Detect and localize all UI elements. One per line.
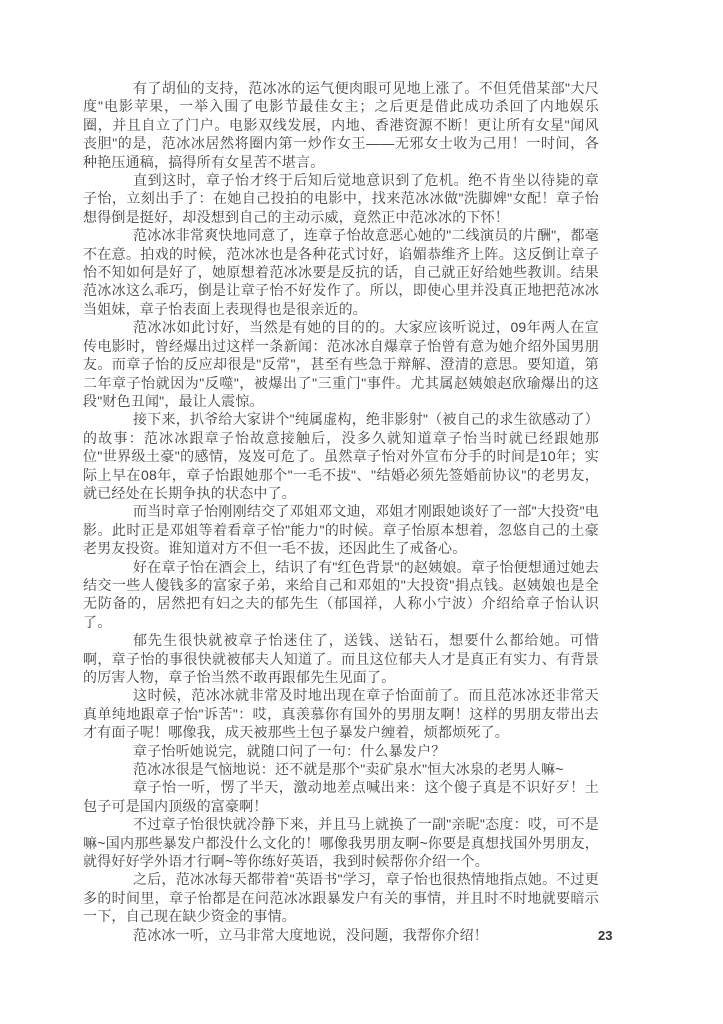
page-number: 23 bbox=[598, 928, 613, 943]
paragraph: 范冰冰很是气恼地说：还不就是那个"卖矿泉水"恒大冰泉的老男人嘛~ bbox=[133, 761, 564, 778]
paragraph: 章子怡听她说完，就随口问了一句：什么暴发户？ bbox=[133, 742, 446, 759]
paragraph: 有了胡仙的支持，范冰冰的运气便肉眼可见地上涨了。不但凭借某部"大尺度"电影苹果，一举入围了电影节最佳女主；之后更是借此成功杀回了内地娱乐圈，并且自立了门户。电影双线发展，内地、香港资源不断！更让所有女星"闻风丧胆"的是，范冰冰居然将圈内第一炒作女王——无邪女士收为己用！一时间，各种艳压通稿，搞得所有女星苦不堪言。 bbox=[83, 80, 599, 170]
paragraph: 好在章子怡在酒会上，结识了有"红色背景"的赵姨娘。章子怡便想通过她去结交一些人傻钱多的富家子弟，来给自己和邓姐的"大投资"捐点钱。赵姨娘也是全无防备的，居然把有妇之夫的郁先生（郁国祥，人称小宁波）介绍给章子怡认识了。 bbox=[83, 558, 599, 630]
paragraph: 直到这时，章子怡才终于后知后觉地意识到了危机。绝不肯坐以待毙的章子怡，立刻出手了：在她自己投拍的电影中，找来范冰冰做"洗脚婢"女配！章子怡想得倒是挺好，却没想到自己的主动示威，竟然正中范冰冰的下怀！ bbox=[83, 172, 599, 225]
paragraph: 范冰冰如此讨好，当然是有她的目的的。大家应该听说过，09年两人在宣传电影时，曾经爆出过这样一条新闻：范冰冰自爆章子怡曾有意为她介绍外国男朋友。而章子怡的反应却很是"反常"，甚至有些急于辩解、澄清的意思。要知道，第二年章子怡就因为"反噬"，被爆出了"三重门"事件。尤其属赵姨娘赵欣瑜爆出的这段"财色丑闻"，最让人震惊。 bbox=[83, 319, 599, 409]
paragraph: 不过章子怡很快就冷静下来，并且马上就换了一副"亲昵"态度：哎，可不是嘛~国内那些暴发户都没什么文化的！哪像我男朋友啊~你要是真想找国外男朋友，就得好好学外语才行啊~等你练好英语，我到时候帮你介绍一个。 bbox=[83, 816, 599, 870]
paragraph: 章子怡一听，愣了半天，激动地差点喊出来：这个傻子真是不识好歹！土包子可是国内顶级的富豪啊！ bbox=[83, 779, 599, 814]
paragraph: 接下来，扒爷给大家讲个"纯属虚构，绝非影射"（被自己的求生欲感动了）的故事：范冰冰跟章子怡故意接触后，没多久就知道章子怡当时就已经跟她那位"世界级土豪"的感情，岌岌可危了。虽然章子怡对外宣布分手的时间是10年；实际上早在08年，章子怡跟她那个"一毛不拔"、"结婚必须先签婚前协议"的老男友，就已经处在长期争执的状态中了。 bbox=[83, 411, 599, 501]
body-text bbox=[83, 79, 599, 944]
paragraph: 郁先生很快就被章子怡迷住了，送钱、送钻石，想要什么都给她。可惜啊，章子怡的事很快就被郁夫人知道了。而且这位郁夫人才是真正有实力、有背景的厉害人物，章子怡当然不敢再跟郁先生见面了。 bbox=[83, 632, 599, 685]
paragraph: 范冰冰一听，立马非常大度地说，没问题，我帮你介绍！ bbox=[133, 926, 488, 943]
paragraph: 之后，范冰冰每天都带着"英语书"学习，章子怡也很热情地指点她。不过更多的时间里，章子怡都是在问范冰冰跟暴发户有关的事情，并且时不时地就要暗示一下，自己现在缺少资金的事情。 bbox=[83, 871, 599, 925]
paragraph: 范冰冰非常爽快地同意了，连章子怡故意恶心她的"二线演员的片酬"，都毫不在意。拍戏的时候，范冰冰也是各种花式讨好，谄媚恭维齐上阵。这反倒让章子怡不知如何是好了，她原想着范冰冰要是反抗的话，自己就正好给她些教训。结果范冰冰这么乖巧，倒是让章子怡不好发作了。所以，即使心里并没真正地把范冰冰当姐妹，章子怡表面上表现得也是很亲近的。 bbox=[83, 227, 599, 317]
paragraph: 这时候，范冰冰就非常及时地出现在章子怡面前了。而且范冰冰还非常天真单纯地跟章子怡"诉苦"：哎，真羡慕你有国外的男朋友啊！这样的男朋友带出去才有面子呢！哪像我，成天被那些土包子暴发户缠着，烦都烦死了。 bbox=[83, 687, 599, 741]
paragraph: 而当时章子怡刚刚结交了邓姐邓文迪，邓姐才刚跟她谈好了一部"大投资"电影。此时正是邓姐等着看章子怡"能力"的时候。章子怡原本想着，忽悠自己的土豪老男友投资。谁知道对方不但一毛不拔，还因此生了戒备心。 bbox=[83, 503, 599, 557]
